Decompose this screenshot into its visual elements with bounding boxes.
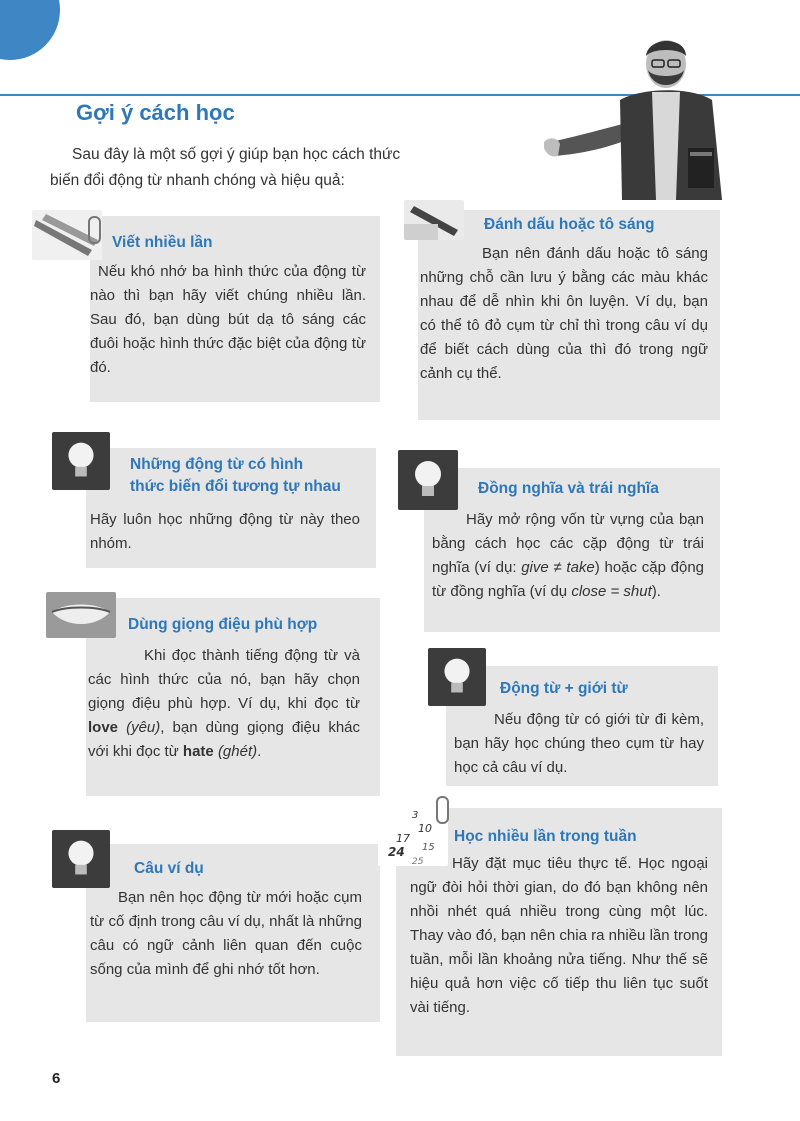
tip-title-groups-2: thức biến đổi tương tự nhau: [130, 478, 341, 495]
calendar-number: 24: [388, 845, 405, 859]
tip-body-examples: Bạn nên học động từ mới hoặc cụm từ cố định trong câu ví dụ, nhất là những câu có ngữ cảnh liên quan đến cuộc sống của mình để ghi nhớ tốt hơn.: [90, 889, 362, 978]
page-number: 6: [52, 1070, 61, 1087]
presenter-image: [540, 30, 730, 200]
lightbulb-icon: [428, 648, 486, 706]
tip-body-write: Nếu khó nhớ ba hình thức của động từ nào thì bạn hãy viết chúng nhiều lần. Sau đó, bạn dùng bút dạ tô sáng các đuôi hoặc hình thức đặc biệt của động từ đó.: [90, 263, 366, 376]
lightbulb-icon: [52, 830, 110, 888]
tip-body-groups: Hãy luôn học những động từ này theo nhóm.: [90, 511, 360, 552]
tip-body-weekly: Hãy đặt mục tiêu thực tế. Học ngoại ngữ đòi hỏi thời gian, do đó bạn không nên nhồi nhét quá nhiều trong cùng một lúc. Thay vào đó, bạn nên chia ra nhiều lần trong tuần, mỗi lần khoảng nửa tiếng. Như thế sẽ hiệu quả hơn việc cố tiếp thu liên tục suốt vài tiếng.: [410, 855, 708, 1016]
tip-body-tone: Khi đọc thành tiếng động từ và các hình thức của nó, bạn hãy chọn giọng điệu phù hợp. Ví dụ, khi đọc từ love (yêu), bạn dùng giọng điệu khác với khi đọc từ hate (ghét).: [88, 647, 360, 760]
tip-body-highlight: Bạn nên đánh dấu hoặc tô sáng những chỗ cần lưu ý bằng các màu khác nhau để dễ nhìn khi ôn luyện. Ví dụ, bạn có thể tô đỏ cụm từ chỉ thì trong câu ví dụ để biết cách dùng của thì đó trong ngữ cảnh cụ thể.: [420, 245, 708, 382]
calendar-number: 15: [422, 842, 435, 853]
tip-title-examples: Câu ví dụ: [134, 860, 204, 877]
tip-title-highlight: Đánh dấu hoặc tô sáng: [484, 216, 655, 233]
highlighter-icon: [404, 200, 464, 240]
lightbulb-icon: [52, 432, 110, 490]
mouth-icon: [46, 592, 116, 638]
paperclip-icon: [436, 796, 449, 824]
tip-title-weekly: Học nhiều lần trong tuần: [454, 828, 637, 845]
lightbulb-icon: [398, 450, 458, 510]
calendar-number: 25: [412, 857, 424, 866]
intro-line-1: Sau đây là một số gợi ý giúp bạn học cách thức: [72, 146, 401, 163]
tip-title-synonyms: Đồng nghĩa và trái nghĩa: [478, 480, 659, 497]
tip-body-synonyms: Hãy mở rộng vốn từ vựng của bạn bằng cách học các cặp động từ trái nghĩa (ví dụ: give ≠ take) hoặc cặp động từ đồng nghĩa (ví dụ close = shut).: [432, 511, 705, 600]
tip-title-write: Viết nhiều lần: [112, 234, 213, 251]
page-title: Gợi ý cách học: [76, 100, 235, 125]
calendar-number: 17: [396, 832, 410, 845]
intro-text: [50, 142, 470, 194]
tip-title-groups-1: Những động từ có hình: [130, 456, 304, 473]
tip-body-prepositions: Nếu động từ có giới từ đi kèm, bạn hãy học chúng theo cụm từ hay học cả câu ví dụ.: [454, 711, 704, 776]
calendar-number: 10: [418, 822, 432, 835]
paperclip-icon: [88, 216, 101, 244]
corner-decoration: [0, 0, 60, 60]
calendar-number: 3: [412, 810, 419, 821]
tip-title-tone: Dùng giọng điệu phù hợp: [128, 616, 318, 633]
tip-title-prepositions: Động từ + giới từ: [500, 680, 628, 697]
intro-line-2: biến đổi động từ nhanh chóng và hiệu quả:: [50, 172, 345, 189]
